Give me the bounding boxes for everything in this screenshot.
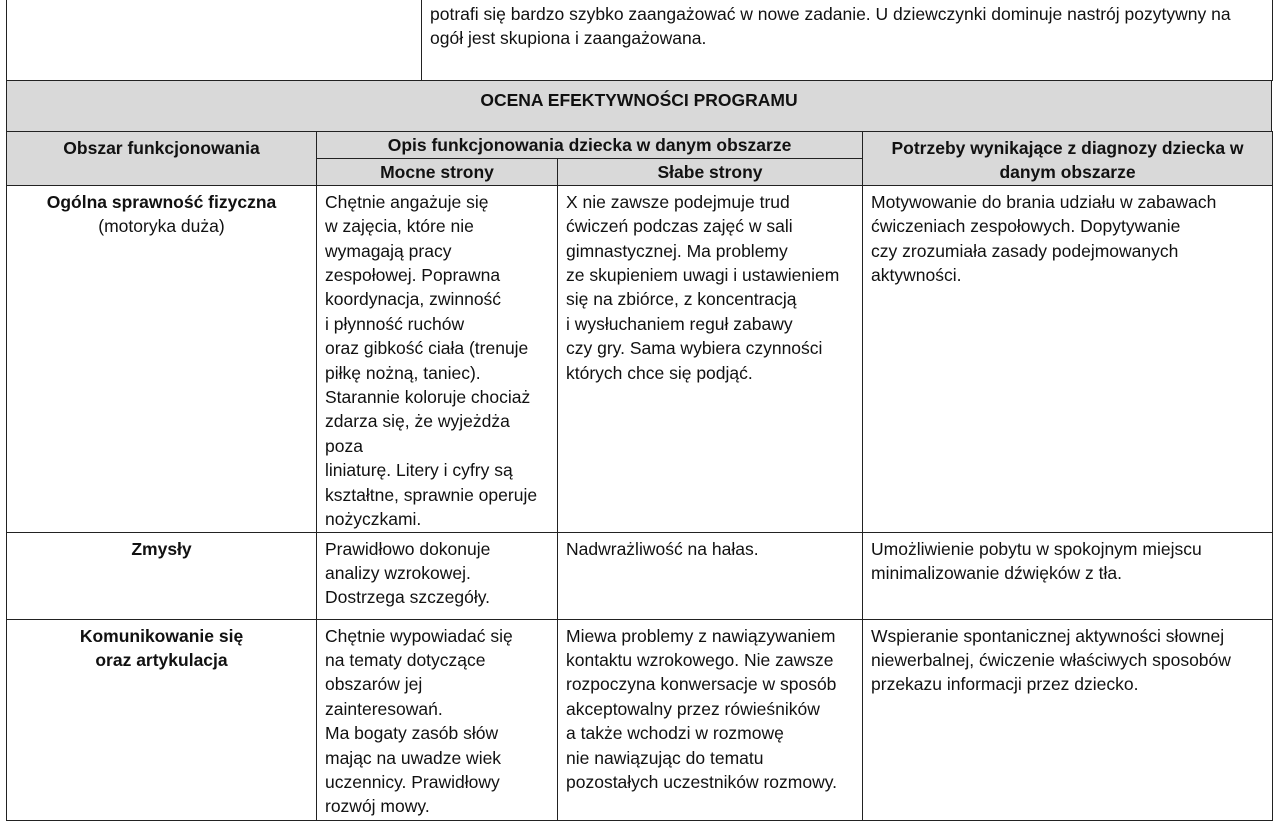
header-strengths: Mocne strony [380,161,494,182]
area-subtitle: (motoryka duża) [98,216,225,237]
header-description-cell [317,132,863,159]
needs-text: Motywowanie do brania udziału w zabawach ćwiczeniach zespołowych. Dopytywanie czy zrozumiała zasady podejmowanych aktywności. [871,191,1217,286]
strengths-cell [317,185,558,532]
weaknesses-text: Miewa problemy z nawiązywaniem kontaktu wzrokowego. Nie zawsze rozpoczyna konwersacje w sposób akceptowalny przez rówieśników a także wchodzi w rozmowę nie nawiązując do tematu pozostałych uczestników rozmowy. [566,625,838,792]
top-continuation-table [6,0,1273,81]
header-weaknesses: Słabe strony [657,161,763,182]
strengths-cell [317,619,558,820]
weaknesses-text: Nadwrażliwość na hałas. [566,538,759,559]
header-description: Opis funkcjonowania dziecka w danym obszarze [387,135,792,155]
top-left-empty-cell [7,0,422,81]
weaknesses-cell [558,532,863,619]
needs-cell [863,619,1273,820]
assessment-table [6,131,1273,821]
area-cell [7,619,317,820]
top-right-text: potrafi się bardzo szybko zaangażować w nowe zadanie. U dziewczynki dominuje nastrój pozytywny na ogół jest skupiona i zaangażowana. [430,4,1231,49]
top-right-cell [422,0,1273,81]
area-title: Komunikowanie się oraz artykulacja [79,625,244,670]
needs-cell [863,532,1273,619]
table-row [7,619,1273,820]
header-area-cell [7,132,317,186]
table-row [7,532,1273,619]
weaknesses-text: X nie zawsze podejmuje trud ćwiczeń podczas zajęć w sali gimnastycznej. Ma problemy ze skupieniem uwagi i ustawieniem się na zbiórce, z koncentracją i wysłuchaniem reguł zabawy czy gry. Sama wybiera czynności których chce się podjąć. [566,191,840,383]
section-title-table [6,80,1272,132]
strengths-text: Chętnie angażuje się w zajęcia, które nie wymagają pracy zespołowej. Poprawna koordynacja, zwinność i płynność ruchów oraz gibkość ciała (trenuje piłkę nożną, taniec). Starannie koloruje chociaż zdarza się, że wyjeżdża poza liniaturę. Litery i cyfry są kształtne, sprawnie operuje nożyczkami. [325,191,538,530]
weaknesses-cell [558,619,863,820]
section-title: OCENA EFEKTYWNOŚCI PROGRAMU [480,90,798,110]
header-weaknesses-cell [558,158,863,185]
strengths-cell [317,532,558,619]
section-title-cell [7,81,1272,132]
table-row [7,185,1273,532]
strengths-text: Chętnie wypowiadać się na tematy dotyczące obszarów jej zainteresowań. Ma bogaty zasób słów mając na uwadze wiek uczennicy. Prawidłowy rozwój mowy. [325,625,513,817]
weaknesses-cell [558,185,863,532]
area-cell [7,185,317,532]
header-needs-cell [863,132,1273,186]
header-needs: Potrzeby wynikające z diagnozy dziecka w danym obszarze [891,138,1244,183]
strengths-text: Prawidłowo dokonuje analizy wzrokowej. Dostrzega szczegóły. [325,538,491,608]
needs-text: Umożliwienie pobytu w spokojnym miejscu minimalizowanie dźwięków z tła. [871,538,1202,583]
header-strengths-cell [317,158,558,185]
area-title: Ogólna sprawność fizyczna [46,191,277,212]
header-area: Obszar funkcjonowania [63,138,260,158]
area-cell [7,532,317,619]
area-title: Zmysły [131,538,192,559]
needs-cell [863,185,1273,532]
needs-text: Wspieranie spontanicznej aktywności słownej niewerbalnej, ćwiczenie właściwych sposobów przekazu informacji przez dziecko. [871,625,1231,695]
document-page [6,0,1272,817]
